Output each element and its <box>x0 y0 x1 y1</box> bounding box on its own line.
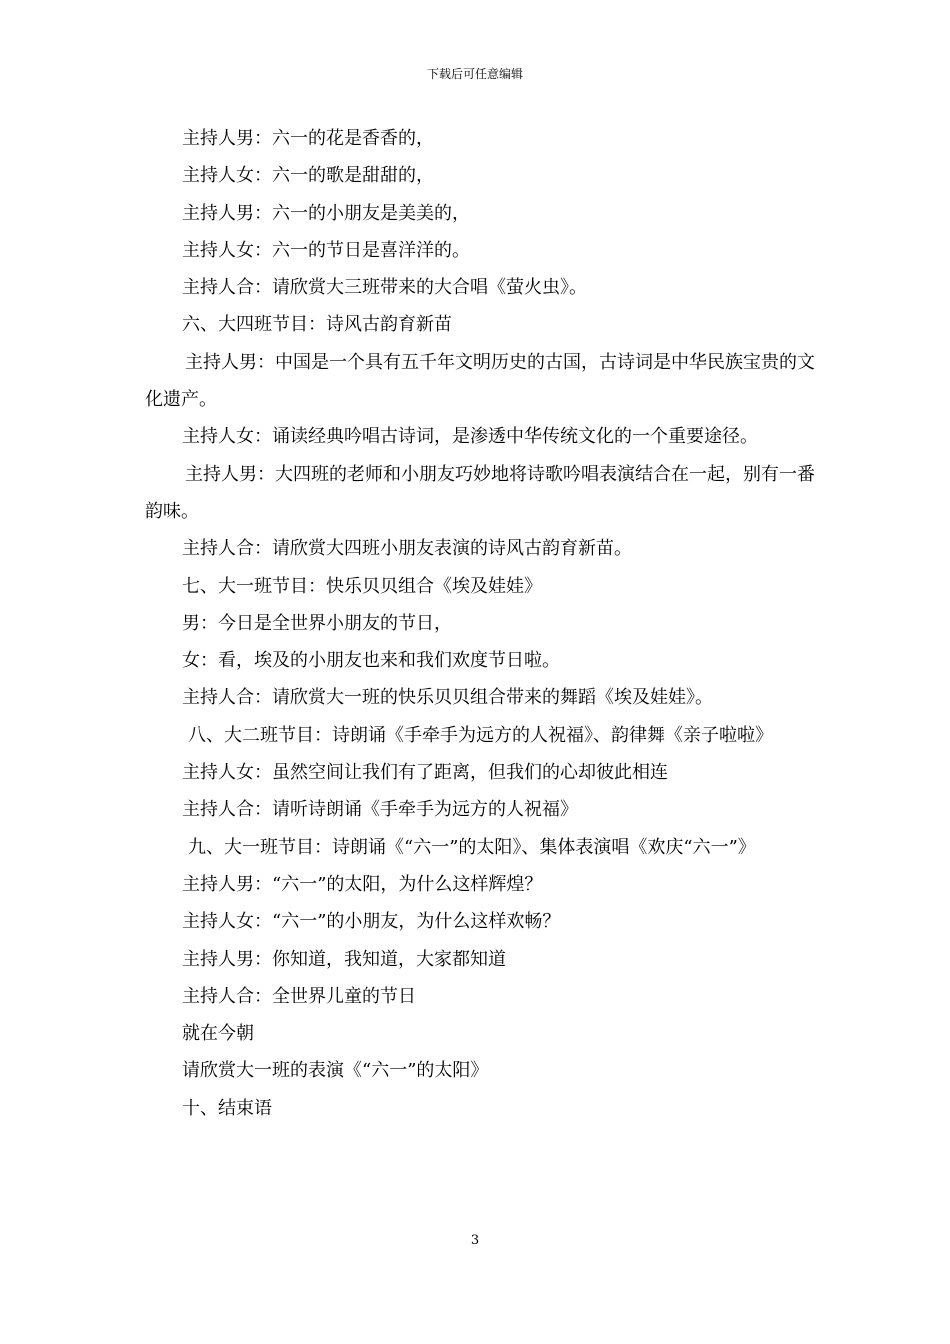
paragraph: 主持人男：“六一”的太阳，为什么这样辉煌？ <box>182 873 543 895</box>
section-heading: 七、大一班节目：快乐贝贝组合《埃及娃娃》 <box>182 575 542 597</box>
section-heading: 八、大二班节目：诗朗诵《手牵手为远方的人祝福》、韵律舞《亲子啦啦》 <box>188 724 773 746</box>
paragraph: 主持人合：请欣赏大四班小朋友表演的诗风古韵育新苗。 <box>182 538 632 560</box>
paragraph: 主持人男：六一的小朋友是美美的， <box>182 202 470 224</box>
paragraph: 主持人男：六一的花是香香的， <box>182 128 434 149</box>
section-heading: 十、结束语 <box>182 1097 272 1119</box>
paragraph: 主持人女：虽然空间让我们有了距离，但我们的心却彼此相连 <box>182 762 668 784</box>
paragraph: 主持人女：六一的节日是喜洋洋的。 <box>182 239 470 261</box>
section-heading: 六、大四班节目：诗风古韵育新苗 <box>182 314 452 336</box>
page-header: 下载后可任意编辑 <box>426 67 523 81</box>
paragraph: 主持人女：六一的歌是甜甜的， <box>182 165 434 187</box>
paragraph: 主持人合：请欣赏大三班带来的大合唱《萤火虫》。 <box>182 277 587 299</box>
paragraph: 主持人男：中国是一个具有五千年文明历史的古国，古诗词是中华民族宝贵的文化遗产。 <box>145 351 815 411</box>
paragraph: 请欣赏大一班的表演《“六一”的太阳》 <box>182 1060 489 1082</box>
paragraph: 就在今朝 <box>182 1023 254 1045</box>
paragraph: 主持人合：请听诗朗诵《手牵手为远方的人祝福》 <box>182 799 578 821</box>
page-number: 3 <box>470 1233 480 1248</box>
paragraph: 主持人男：大四班的老师和小朋友巧妙地将诗歌吟唱表演结合在一起，别有一番韵味。 <box>145 463 815 522</box>
paragraph: 女：看，埃及的小朋友也来和我们欢度节日啦。 <box>182 650 560 672</box>
paragraph: 男：今日是全世界小朋友的节日， <box>182 612 452 634</box>
document-body <box>145 120 815 1127</box>
paragraph: 主持人女：“六一”的小朋友，为什么这样欢畅？ <box>182 911 561 933</box>
paragraph: 主持人合：全世界儿童的节日 <box>182 985 416 1007</box>
paragraph: 主持人男：你知道，我知道，大家都知道 <box>182 948 506 970</box>
paragraph: 主持人女：诵读经典吟唱古诗词，是渗透中华传统文化的一个重要途径。 <box>182 426 758 448</box>
section-heading: 九、大一班节目：诗朗诵《“六一”的太阳》、集体表演唱《欢庆“六一”》 <box>188 836 756 858</box>
paragraph: 主持人合：请欣赏大一班的快乐贝贝组合带来的舞蹈《埃及娃娃》。 <box>182 687 713 709</box>
